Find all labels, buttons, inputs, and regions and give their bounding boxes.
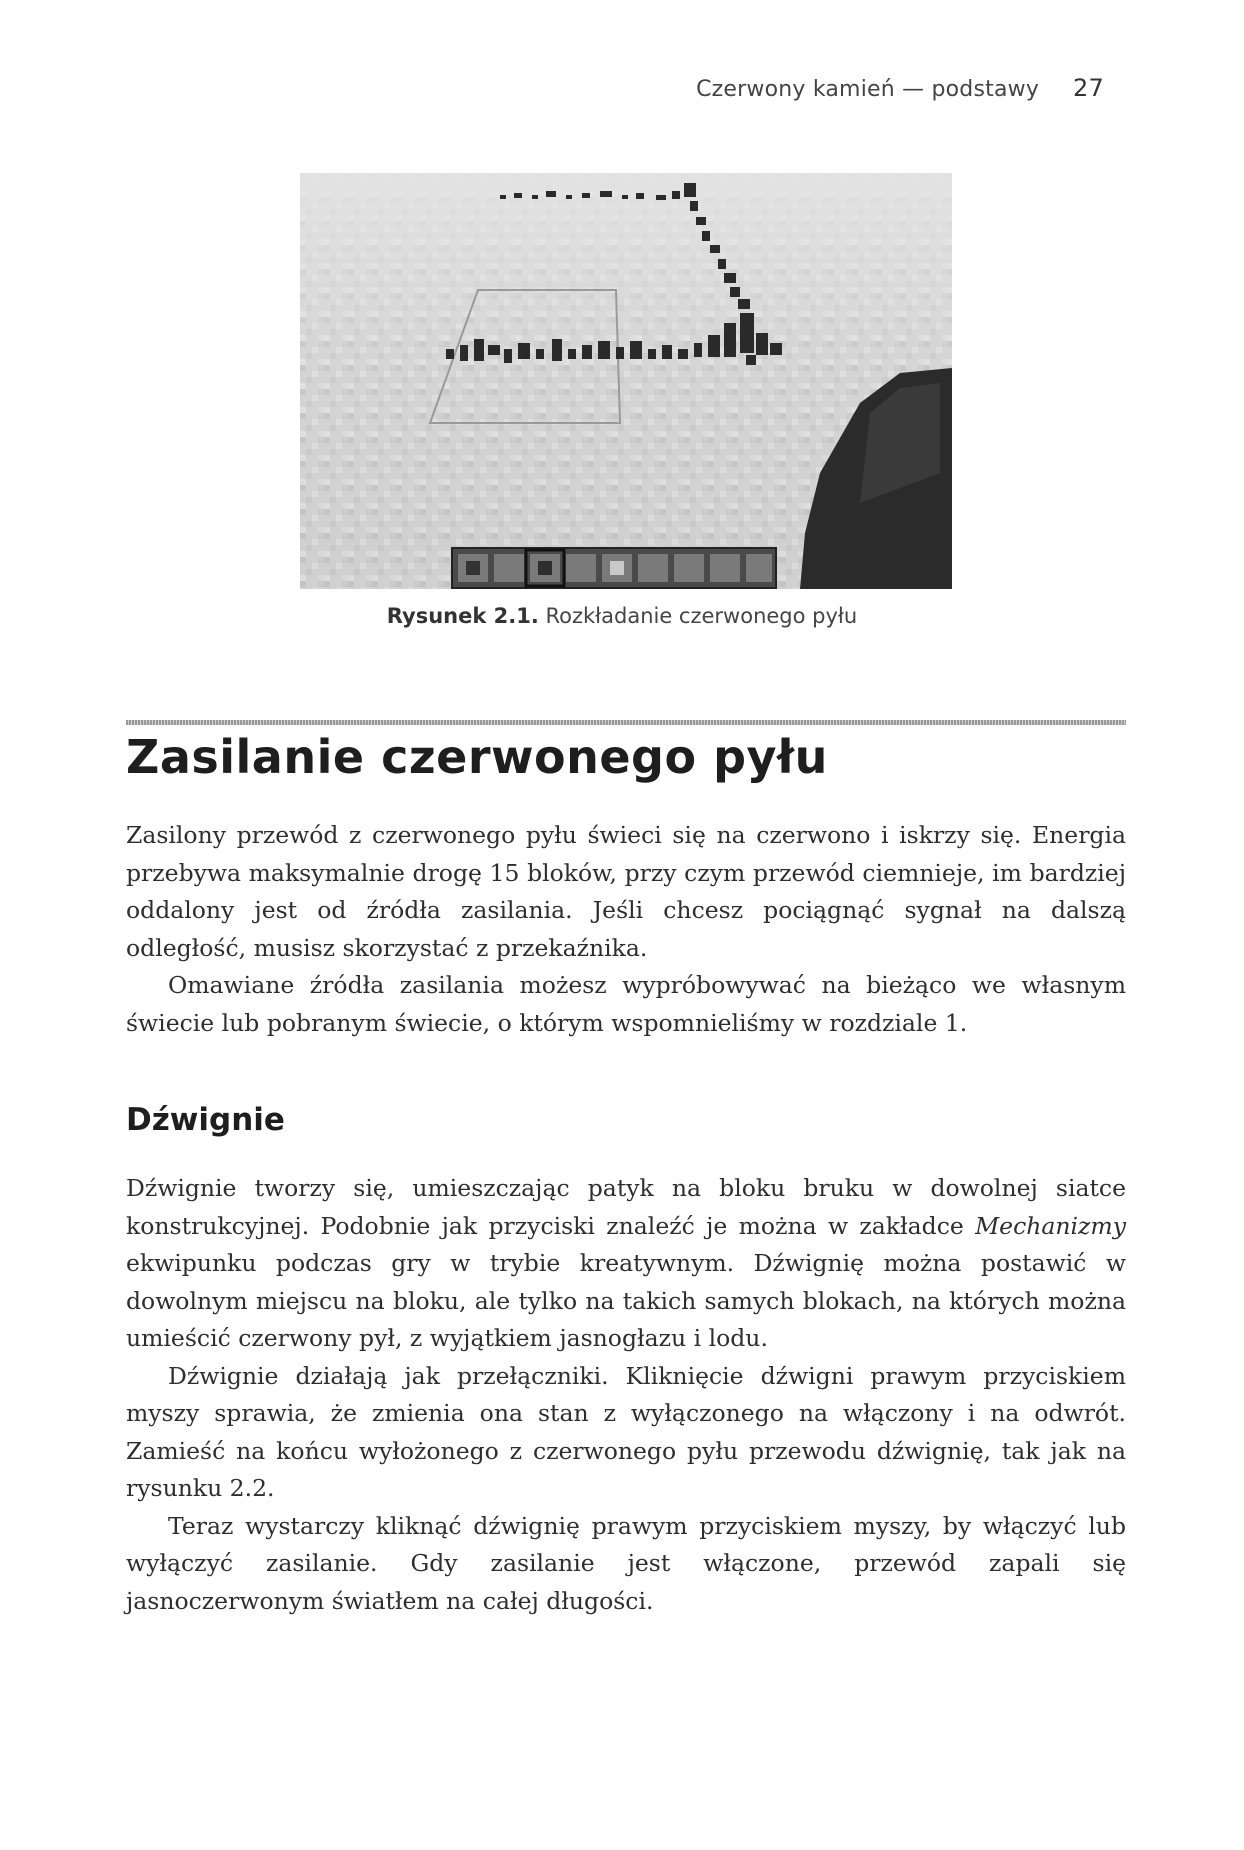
emphasis-mechanizmy: Mechanizmy (975, 1211, 1126, 1240)
paragraph: Zasilony przewód z czerwonego pyłu świeci się na czerwono i iskrzy się. Energia przebywa maksymalnie drogę 15 bloków, przy czym przewód ciemnieje, im bardziej oddalony jest od źródła zasilania. Jeśli chcesz pociągnąć sygnał na dalszą odległość, musisz skorzystać z przekaźnika. (126, 821, 1126, 962)
section-divider (126, 720, 1126, 725)
page-number: 27 (1073, 74, 1104, 102)
section-body (126, 817, 1126, 1042)
section-heading: Zasilanie czerwonego pyłu (126, 730, 828, 784)
paragraph: Dźwignie działają jak przełączniki. Kliknięcie dźwigni prawym przyciskiem myszy sprawia, że zmienia ona stan z wyłączonego na włączony i na odwrót. Zamieść na końcu wyłożonego z czerwonego pyłu przewodu dźwignię, tak jak na rysunku 2.2. (126, 1361, 1126, 1502)
figure-label: Rysunek 2.1. (386, 604, 539, 628)
figure-screenshot (300, 173, 952, 589)
paragraph (126, 1170, 1126, 1358)
running-title: Czerwony kamień — podstawy (696, 77, 1040, 102)
subsection-heading: Dźwignie (126, 1102, 285, 1138)
paragraph-text: Dźwignie tworzy się, umieszczając patyk na bloku bruku w dowolnej siatce konstrukcyjnej. Podobnie jak przyciski znaleźć je można w zakładce (126, 1174, 1126, 1240)
figure-caption-text: Rozkładanie czerwonego pyłu (538, 604, 858, 628)
paragraph: Teraz wystarczy kliknąć dźwignię prawym przyciskiem myszy, by włączyć lub wyłączyć zasilanie. Gdy zasilanie jest włączone, przewód zapali się jasnoczerwonym światłem na całej długości. (126, 1511, 1126, 1615)
figure-caption (0, 604, 1244, 628)
paragraph: Omawiane źródła zasilania możesz wypróbowywać na bieżąco we własnym świecie lub pobranym świecie, o którym wspomnieliśmy w rozdziale 1. (126, 971, 1126, 1037)
minecraft-scene-image (300, 173, 952, 589)
paragraph-text: ekwipunku podczas gry w trybie kreatywnym. Dźwignię można postawić w dowolnym miejscu na bloku, ale tylko na takich samych blokach, na których można umieścić czerwony pył, z wyjątkiem jasnogłazu i lodu. (126, 1249, 1126, 1352)
running-head (0, 74, 1104, 102)
subsection-body (126, 1170, 1126, 1620)
